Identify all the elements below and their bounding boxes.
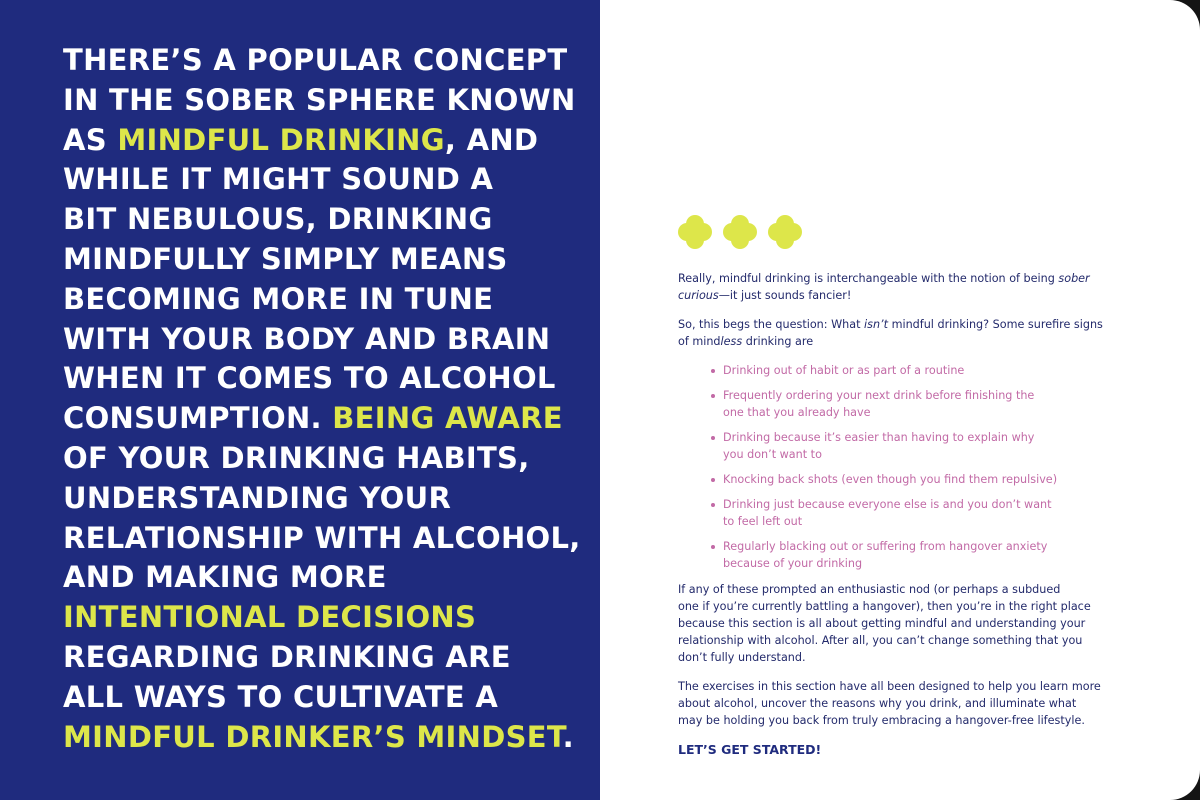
quote-text: BIT NEBULOUS, DRINKING [63,202,493,237]
text-line: If any of these prompted an enthusiastic nod (or perhaps a subdued [678,583,1061,596]
quote-text: OF YOUR DRINKING HABITS, [63,440,530,475]
sign-line: Drinking out of habit or as part of a routine [723,364,965,377]
quote-line [63,200,563,240]
quote-text: AS [63,122,118,157]
quote-line [63,240,563,280]
quote-text: UNDERSTANDING YOUR [63,480,452,515]
quote-line [63,280,563,320]
paragraph-exercises [678,678,1118,729]
sign-line: Frequently ordering your next drink before finishing the [723,389,1035,402]
quote-line [63,41,568,81]
text-line [678,270,1118,287]
text-line: The exercises in this section have all been designed to help you learn more [678,680,1101,693]
sign-line: you don’t want to [723,448,822,461]
quote-line [63,81,576,121]
sign-item [723,496,1118,530]
quote-text: ALL WAYS TO CULTIVATE A [63,679,499,714]
quote-line [63,678,563,718]
text-segment: So, this begs the question: What [678,318,865,331]
text-segment: Really, mindful drinking is interchangeable with the notion of being [678,272,1059,285]
quote-line [63,519,581,559]
quote-line [63,160,563,200]
quote-text: CONSUMPTION. [63,401,333,436]
sign-line: Drinking because it’s easier than having to explain why [723,431,1035,444]
quote-text: BECOMING MORE IN TUNE [63,281,494,316]
quote-line [63,320,563,360]
sign-line: Knocking back shots (even though you find them repulsive) [723,473,1058,486]
quote-text: RELATIONSHIP WITH ALCOHOL, [63,520,581,555]
sign-item [723,471,1118,488]
question-paragraph [678,316,1118,350]
cta-heading: LET’S GET STARTED! [678,742,822,757]
emphasis-text: sober [1058,272,1090,285]
text-line [678,333,1118,350]
sign-line: one that you already have [723,406,871,419]
intro-paragraph [678,270,1118,304]
quote-text: AND MAKING MORE [63,560,387,595]
signs-list [723,362,1118,572]
sign-item [723,429,1118,463]
text-line: one if you’re currently battling a hangover), then you’re in the right place [678,600,1091,613]
clover-ornament-icon [677,213,807,251]
text-segment: —it just sounds fancier! [718,289,852,302]
quote-highlight: BEING AWARE [332,401,563,436]
pull-quote [63,41,581,757]
quote-text: , AND [444,122,539,157]
body-text [678,270,1118,758]
quote-line [63,439,563,479]
quote-line [63,121,563,161]
quote-line [63,638,563,678]
emphasis-text: isn’t [864,318,889,331]
quote-line [63,359,563,399]
paragraph-right-place [678,581,1118,666]
sign-line: Drinking just because everyone else is and you don’t want [723,498,1052,511]
text-line: don’t fully understand. [678,651,806,664]
text-line [678,287,1118,304]
text-segment: of mind [678,335,721,348]
sign-line: to feel left out [723,515,803,528]
emphasis-text: curious [678,289,719,302]
quote-line [63,399,563,439]
quote-text: REGARDING DRINKING ARE [63,639,511,674]
text-line: about alcohol, uncover the reasons why you drink, and illuminate what [678,697,1077,710]
sign-line: because of your drinking [723,557,863,570]
quote-line [63,598,563,638]
text-line: relationship with alcohol. After all, you can’t change something that you [678,634,1083,647]
quote-text: WHEN IT COMES TO ALCOHOL [63,361,556,396]
text-line [678,316,1118,333]
text-segment: mindful drinking? Some surefire signs [888,318,1103,331]
quote-line [63,718,574,758]
quote-line [63,479,563,519]
text-line: because this section is all about getting mindful and understanding your [678,617,1086,630]
sign-item [723,538,1118,572]
sign-line: Regularly blacking out or suffering from hangover anxiety [723,540,1048,553]
quote-line [63,558,563,598]
quote-highlight: MINDFUL DRINKER’S MINDSET [63,719,563,754]
quote-text: IN THE SOBER SPHERE KNOWN [63,82,576,117]
text-segment: drinking are [742,335,814,348]
quote-text: MINDFULLY SIMPLY MEANS [63,241,508,276]
quote-highlight: INTENTIONAL DECISIONS [63,600,477,635]
quote-highlight: MINDFUL DRINKING [117,122,445,157]
quote-text: WHILE IT MIGHT SOUND A [63,162,494,197]
emphasis-text: less [720,335,743,348]
text-line: may be holding you back from truly embracing a hangover-free lifestyle. [678,714,1085,727]
sign-item [723,362,1118,379]
quote-text: WITH YOUR BODY AND BRAIN [63,321,551,356]
quote-text: . [562,719,574,754]
quote-text: THERE’S A POPULAR CONCEPT [63,43,568,77]
sign-item [723,387,1118,421]
